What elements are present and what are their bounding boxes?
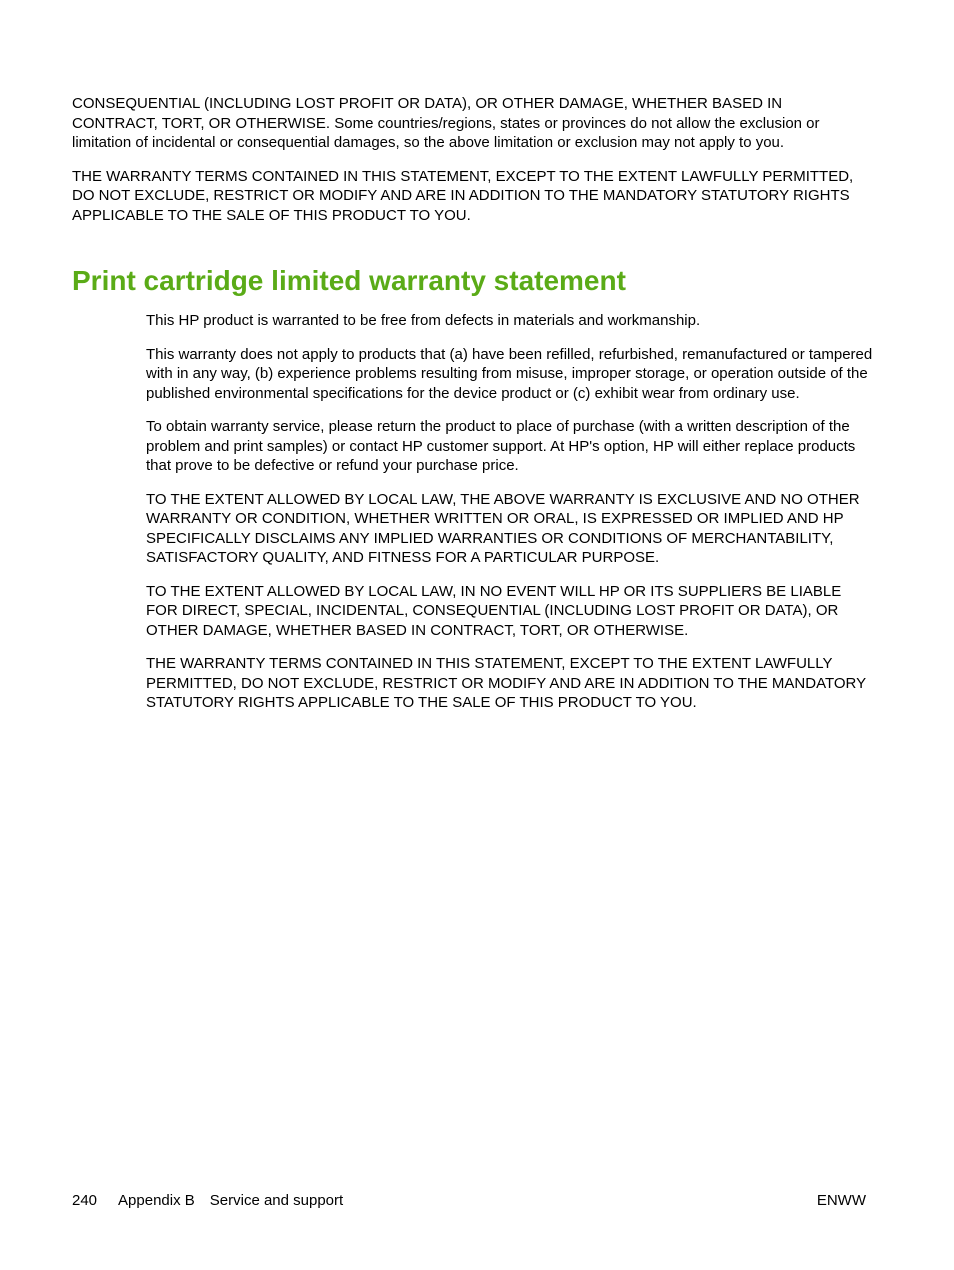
footer-right-label: ENWW — [816, 1192, 866, 1209]
section-paragraph: TO THE EXTENT ALLOWED BY LOCAL LAW, IN NO EVENT WILL HP OR ITS SUPPLIERS BE LIABLE FOR DIRECT, SPECIAL, INCIDENTAL, CONSEQUENTIAL (INCLUDING LOST PROFIT OR DATA), OR OTHER DAMAGE, WHETHER BASED IN CONTRACT, TORT, OR OTHERWISE. — [146, 582, 842, 639]
section-paragraph: This warranty does not apply to products that (a) have been refilled, refurbished, remanufactured or tampered with in any way, (b) experience problems resulting from misuse, improper storage, or operation outside of the published environmental specifications for the device product or (c) exhibit wear from ordinary use. — [146, 345, 873, 402]
section-paragraph: TO THE EXTENT ALLOWED BY LOCAL LAW, THE ABOVE WARRANTY IS EXCLUSIVE AND NO OTHER WARRANTY OR CONDITION, WHETHER WRITTEN OR ORAL, IS EXPRESSED OR IMPLIED AND HP SPECIFICALLY DISCLAIMS ANY IMPLIED WARRANTIES OR CONDITIONS OF MERCHANTABILITY, SATISFACTORY QUALITY, AND FITNESS FOR A PARTICULAR PURPOSE. — [146, 490, 860, 566]
chapter-title: Service and support — [209, 1192, 344, 1209]
intro-paragraph: THE WARRANTY TERMS CONTAINED IN THIS STATEMENT, EXCEPT TO THE EXTENT LAWFULLY PERMITTED, DO NOT EXCLUDE, RESTRICT OR MODIFY AND ARE IN ADDITION TO THE MANDATORY STATUTORY RIGHTS APPLICABLE TO THE SALE OF THIS PRODUCT TO YOU. — [72, 167, 854, 224]
appendix-label: Appendix B — [118, 1192, 195, 1209]
footer-left — [72, 1191, 343, 1211]
section-heading: Print cartridge limited warranty statement — [72, 265, 626, 296]
intro-text-block — [72, 94, 872, 239]
section-paragraph: THE WARRANTY TERMS CONTAINED IN THIS STATEMENT, EXCEPT TO THE EXTENT LAWFULLY PERMITTED, DO NOT EXCLUDE, RESTRICT OR MODIFY AND ARE IN ADDITION TO THE MANDATORY STATUTORY RIGHTS APPLICABLE TO THE SALE OF THIS PRODUCT TO YOU. — [146, 655, 866, 711]
section-body — [146, 311, 876, 727]
page-footer — [72, 1191, 866, 1211]
intro-paragraph: CONSEQUENTIAL (INCLUDING LOST PROFIT OR DATA), OR OTHER DAMAGE, WHETHER BASED IN CONTRACT, TORT, OR OTHERWISE. Some countries/regions, states or provinces do not allow the exclusion or limitation of incidental or consequential damages, so the above limitation or exclusion may not apply to you. — [72, 95, 820, 151]
section-paragraph: To obtain warranty service, please return the product to place of purchase (with a written description of the problem and print samples) or contact HP customer support. At HP's option, HP will either replace products that prove to be defective or refund your purchase price. — [146, 418, 856, 474]
page-number: 240 — [72, 1192, 98, 1209]
section-paragraph: This HP product is warranted to be free from defects in materials and workmanship. — [146, 312, 701, 329]
